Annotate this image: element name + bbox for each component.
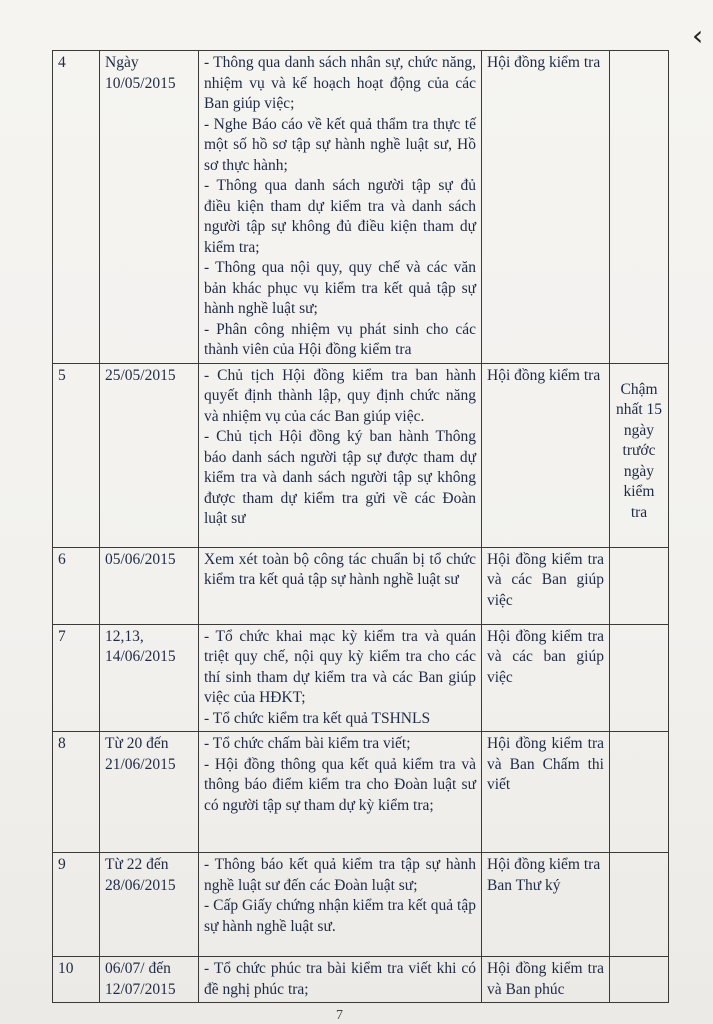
row-date: Từ 22 đến 28/06/2015 [100, 853, 199, 957]
row-date: Ngày 10/05/2015 [100, 51, 199, 364]
row-responsible: Hội đồng kiểm tra [482, 363, 610, 547]
row-number: 10 [53, 957, 100, 1003]
back-chevron-icon[interactable]: ‹ [692, 19, 704, 52]
row-number: 5 [53, 363, 100, 547]
row-content: - Tổ chức phúc tra bài kiểm tra viết khi có đề nghị phúc tra; [199, 957, 482, 1003]
row-responsible: Hội đồng kiểm tra và Ban phúc [482, 957, 610, 1003]
row-note [610, 624, 669, 732]
row-responsible: Hội đồng kiểm tra và các Ban giúp việc [482, 547, 610, 624]
row-date: Từ 20 đến 21/06/2015 [100, 732, 199, 853]
row-number: 8 [53, 732, 100, 853]
row-date: 05/06/2015 [100, 547, 199, 624]
row-note [610, 51, 669, 364]
row-content: - Thông qua danh sách nhân sự, chức năng, nhiệm vụ và kế hoạch hoạt động của các Ban giúp việc; - Nghe Báo cáo về kết quả thẩm tra thực tế một số hồ sơ tập sự hành nghề luật sư, Hồ sơ thực hành; - Thông qua danh sách người tập sự đủ điều kiện tham dự kiểm tra và danh sách người tập sự không đủ điều kiện tham dự kiểm tra; - Thông qua nội quy, quy chế và các văn bản khác phục vụ kiểm tra kết quả tập sự hành nghề luật sư; - Phân công nhiệm vụ phát sinh cho các thành viên của Hội đồng kiểm tra [199, 51, 482, 364]
table-row [53, 957, 669, 1003]
page-number: 7 [336, 1008, 343, 1023]
row-number: 6 [53, 547, 100, 624]
row-date: 06/07/ đến 12/07/2015 [100, 957, 199, 1003]
table-row [53, 547, 669, 624]
row-date: 25/05/2015 [100, 363, 199, 547]
row-number: 9 [53, 853, 100, 957]
row-content: Xem xét toàn bộ công tác chuẩn bị tổ chức kiểm tra kết quả tập sự hành nghề luật sư [199, 547, 482, 624]
row-note [610, 957, 669, 1003]
row-responsible: Hội đồng kiểm tra [482, 51, 610, 364]
row-note: Chậm nhất 15 ngày trước ngày kiểm tra [610, 363, 669, 547]
row-note [610, 732, 669, 853]
row-note [610, 547, 669, 624]
table-row [53, 363, 669, 547]
row-content: - Tổ chức chấm bài kiểm tra viết; - Hội đồng thông qua kết quả kiểm tra và thông báo điểm kiểm tra cho Đoàn luật sư có người tập sự tham dự kỳ kiểm tra; [199, 732, 482, 853]
table-row [53, 51, 669, 364]
row-number: 7 [53, 624, 100, 732]
schedule-table [52, 50, 669, 1003]
row-responsible: Hội đồng kiểm tra và các ban giúp việc [482, 624, 610, 732]
table-row [53, 732, 669, 853]
row-number: 4 [53, 51, 100, 364]
row-responsible: Hội đồng kiểm tra Ban Thư ký [482, 853, 610, 957]
row-note [610, 853, 669, 957]
row-date: 12,13, 14/06/2015 [100, 624, 199, 732]
row-content: - Tổ chức khai mạc kỳ kiểm tra và quán triệt quy chế, nội quy kỳ kiểm tra cho các thí sinh tham dự kiểm tra và các Ban giúp việc của HĐKT; - Tổ chức kiểm tra kết quả TSHNLS [199, 624, 482, 732]
row-responsible: Hội đồng kiểm tra và Ban Chấm thi viết [482, 732, 610, 853]
row-content: - Thông báo kết quả kiểm tra tập sự hành nghề luật sư đến các Đoàn luật sư; - Cấp Giấy chứng nhận kiểm tra kết quả tập sự hành nghề luật sư. [199, 853, 482, 957]
row-content: - Chủ tịch Hội đồng kiểm tra ban hành quyết định thành lập, quy định chức năng và nhiệm vụ của các Ban giúp việc. - Chủ tịch Hội đồng ký ban hành Thông báo danh sách người tập sự được tham dự kiểm tra và danh sách người tập sự không được tham dự kiểm tra gửi về các Đoàn luật sư [199, 363, 482, 547]
table-row [53, 853, 669, 957]
table-row [53, 624, 669, 732]
